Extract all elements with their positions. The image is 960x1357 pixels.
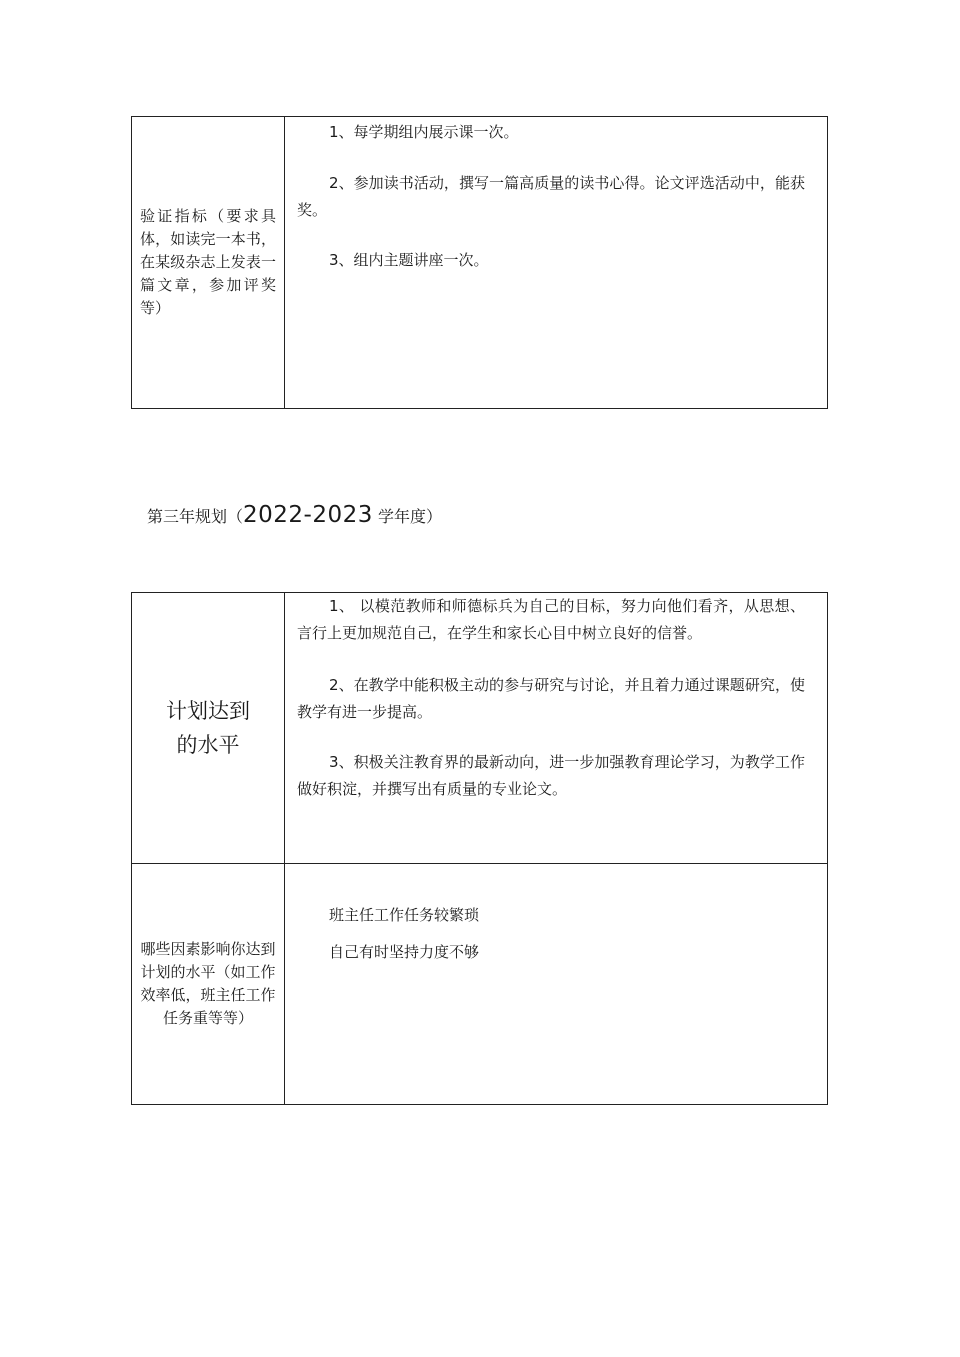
verification-label-cell [132, 117, 285, 408]
plan-level-item-3: 3、积极关注教育界的最新动向，进一步加强教育理论学习，为教学工作做好积淀，并撰写出有质量的专业论文。 [297, 753, 805, 798]
plan-level-item-1: 1、 以模范教师和师德标兵为自己的目标，努力向他们看齐，从思想、言行上更加规范自己，在学生和家长心目中树立良好的信誉。 [297, 597, 805, 642]
plan-level-item-2: 2、在教学中能积极主动的参与研究与讨论，并且着力通过课题研究，使教学有进一步提高。 [297, 676, 805, 721]
heading-prefix: 第三年规划（ [147, 507, 244, 526]
factors-item-1: 班主任工作任务较繁琐 [329, 906, 480, 924]
factors-item-2: 自己有时坚持力度不够 [329, 943, 480, 961]
plan-level-label-cell [132, 593, 285, 863]
factors-content-cell [285, 864, 827, 1104]
plan-level-label [166, 694, 250, 762]
verification-item-2: 2、参加读书活动，撰写一篇高质量的读书心得。论文评选活动中，能获奖。 [297, 174, 805, 219]
plan-level-label-line1: 计划达到 [166, 699, 250, 723]
verification-content-cell [285, 117, 827, 408]
section-heading [147, 502, 442, 528]
verification-table [131, 116, 828, 409]
factors-row [132, 863, 827, 1104]
plan-level-content-cell [285, 593, 827, 863]
verification-item-3: 3、组内主题讲座一次。 [329, 251, 489, 269]
factors-label: 哪些因素影响你达到计划的水平（如工作效率低，班主任工作任务重等等） [140, 940, 276, 1027]
verification-row [132, 117, 827, 408]
heading-years: 2022-2023 [243, 502, 373, 528]
verification-item-1: 1、每学期组内展示课一次。 [329, 123, 519, 141]
heading-suffix: 学年度） [372, 507, 442, 526]
verification-label: 验证指标（要求具体，如读完一本书，在某级杂志上发表一篇文章，参加评奖等） [140, 207, 276, 317]
plan-level-label-line2: 的水平 [176, 733, 240, 757]
plan-level-row [132, 593, 827, 863]
factors-label-cell [132, 864, 285, 1104]
plan-table [131, 592, 828, 1105]
